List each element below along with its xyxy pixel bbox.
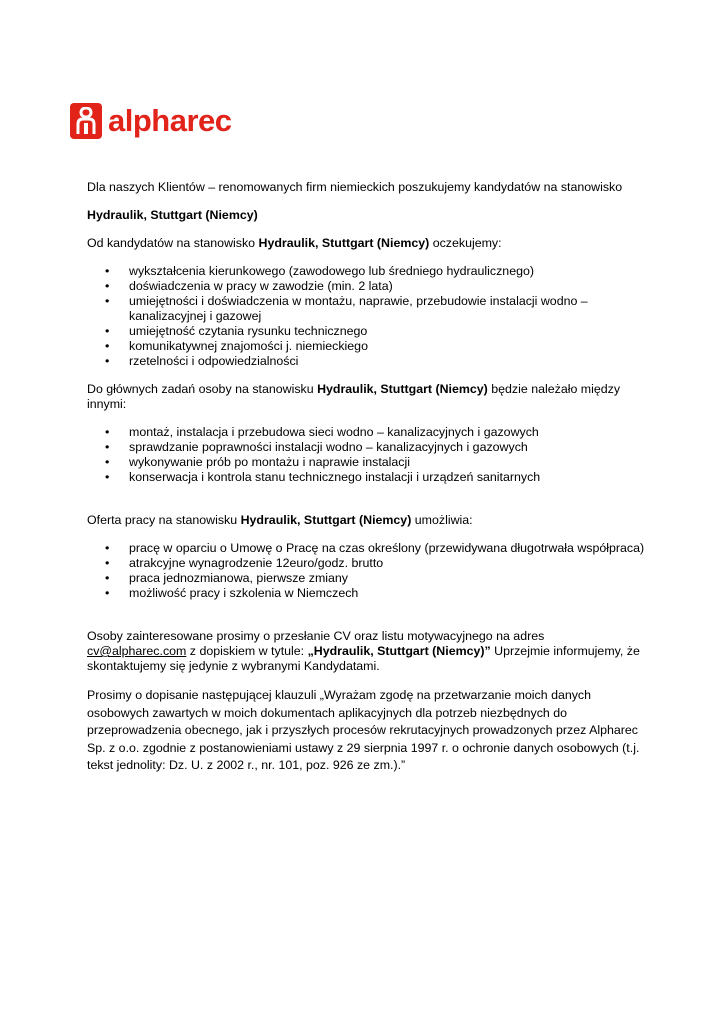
list-item: • montaż, instalacja i przebudowa sieci wodno – kanalizacyjnych i gazowych [87,425,647,440]
list-item: • umiejętności i doświadczenia w montażu, naprawie, przebudowie instalacji wodno – kanalizacyjnej i gazowej [87,294,647,324]
list-item: • doświadczenia w pracy w zawodzie (min. 2 lata) [87,279,647,294]
application-text: Osoby zainteresowane prosimy o przesłanie CV oraz listu motywacyjnego na adres cv@alpharec.com z dopiskiem w tytule: „Hydraulik, Stuttgart (Niemcy)” Uprzejmie informujemy, że skontaktujemy się jedynie z wybranymi Kandydatami. [87,629,640,673]
list-item: • komunikatywnej znajomości j. niemieckiego [87,339,647,354]
offer-lead: Oferta pracy na stanowisku Hydraulik, Stuttgart (Niemcy) umożliwia: [87,513,473,527]
list-item: • sprawdzanie poprawności instalacji wodno – kanalizacyjnych i gazowych [87,440,647,455]
email-link[interactable]: cv@alpharec.com [87,644,187,658]
intro-text: Dla naszych Klientów – renomowanych firm niemieckich poszukujemy kandydatów na stanowisko [87,180,623,194]
logo-wordmark: alpharec [108,103,232,138]
list-item: • praca jednozmianowa, pierwsze zmiany [87,571,647,586]
list-item: • konserwacja i kontrola stanu technicznego instalacji i urządzeń sanitarnych [87,470,647,485]
company-logo [70,103,232,139]
requirements-lead: Od kandydatów na stanowisko Hydraulik, Stuttgart (Niemcy) oczekujemy: [87,236,502,250]
list-item: • wykonywanie prób po montażu i naprawie instalacji [87,455,647,470]
list-item: • wykształcenia kierunkowego (zawodowego lub średniego hydraulicznego) [87,264,647,279]
alpharec-logo-icon [70,103,102,139]
job-posting [87,180,647,775]
person-icon [75,107,97,135]
offer-list [87,541,647,601]
list-item: • rzetelności i odpowiedzialności [87,354,647,369]
duties-lead: Do głównych zadań osoby na stanowisku Hydraulik, Stuttgart (Niemcy) będzie należało między innymi: [87,382,621,411]
list-item: • możliwość pracy i szkolenia w Niemczech [87,586,647,601]
list-item: • atrakcyjne wynagrodzenie 12euro/godz. brutto [87,556,647,571]
list-item: • pracę w oparciu o Umowę o Pracę na czas określony (przewidywana długotrwała współpraca) [87,541,647,556]
position-title: Hydraulik, Stuttgart (Niemcy) [87,208,258,222]
list-item: • umiejętność czytania rysunku technicznego [87,324,647,339]
duties-list [87,425,647,485]
requirements-list [87,264,647,369]
consent-clause: Prosimy o dopisanie następującej klauzuli „Wyrażam zgodę na przetwarzanie moich danych osobowych zawartych w moich dokumentach aplikacyjnych dla potrzeb niezbędnych do przeprowadzenia obecnego, jak i przyszłych procesów rekrutacyjnych prowadzonych przez Alpharec Sp. z o.o. zgodnie z postanowieniami ustawy z 29 sierpnia 1997 r. o ochronie danych osobowych (t.j. tekst jednolity: Dz. U. z 2002 r., nr. 101, poz. 926 ze zm.).” [87,688,640,772]
